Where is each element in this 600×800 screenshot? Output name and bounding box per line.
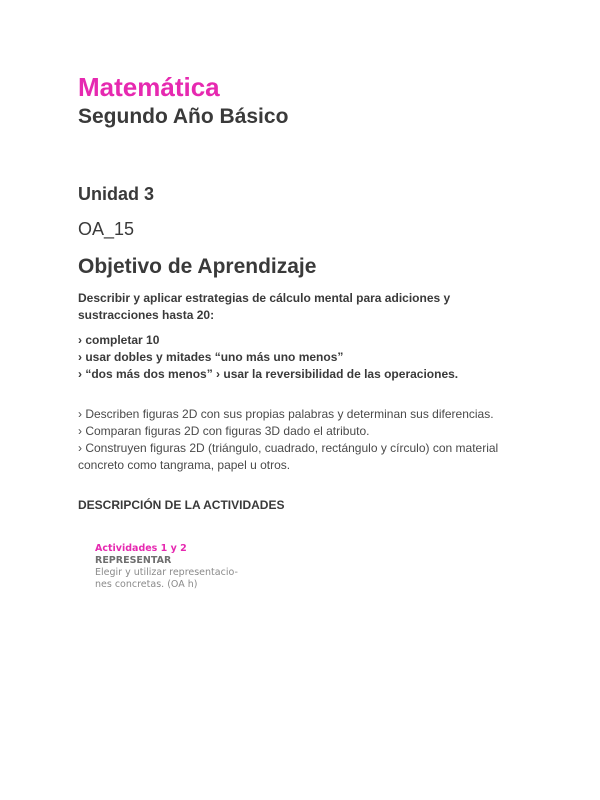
strategy-item: › usar dobles y mitades “uno más uno menos” (78, 350, 344, 364)
grade-title: Segundo Año Básico (78, 105, 289, 128)
indicator-item: › Comparan figuras 2D con figuras 3D dado el atributo. (78, 424, 370, 438)
oa-code: OA_15 (78, 219, 135, 239)
subject-title: Matemática (78, 72, 220, 102)
activity-card (95, 543, 295, 591)
activity-description-line: nes concretas. (OA h) (95, 579, 198, 590)
objective-description: Describir y aplicar estrategias de cálculo mental para adiciones y sustracciones hasta 20: (78, 291, 451, 322)
activity-description-line: Elegir y utilizar representacio- (95, 567, 238, 578)
strategy-item: › completar 10 (78, 333, 160, 347)
indicator-item: › Describen figuras 2D con sus propias palabras y determinan sus diferencias. (78, 407, 494, 421)
activity-label: Actividades 1 y 2 (95, 543, 187, 554)
strategy-list (78, 332, 458, 383)
activity-skill: REPRESENTAR (95, 555, 172, 566)
strategy-item: › “dos más dos menos” › usar la reversibilidad de las operaciones. (78, 367, 459, 381)
objective-heading: Objetivo de Aprendizaje (78, 255, 317, 278)
activity-description (95, 567, 265, 591)
indicator-list (78, 406, 518, 474)
unit-label: Unidad 3 (78, 184, 155, 204)
indicator-item: › Construyen figuras 2D (triángulo, cuadrado, rectángulo y círculo) con material concreto como tangrama, papel u otros. (78, 441, 499, 472)
activities-heading: DESCRIPCIÓN DE LA ACTIVIDADES (78, 498, 285, 512)
